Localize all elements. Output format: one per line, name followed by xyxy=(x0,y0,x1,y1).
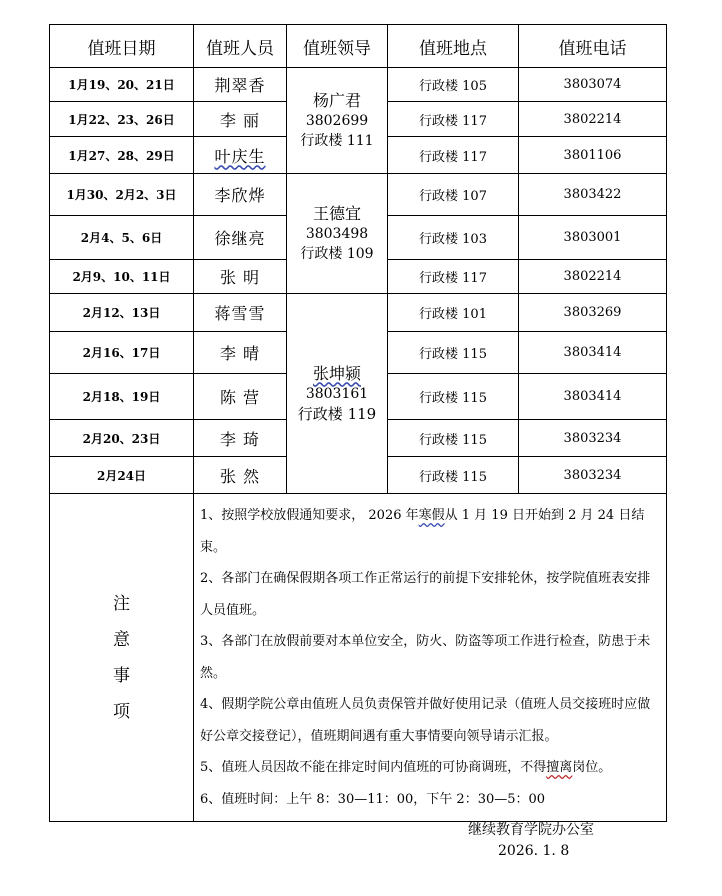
leader-cell xyxy=(287,174,388,294)
header-person: 值班人员 xyxy=(194,25,287,68)
header-phone: 值班电话 xyxy=(519,25,667,68)
header-date: 值班日期 xyxy=(50,25,194,68)
notes-label-char: 项 xyxy=(113,701,130,722)
note-text: 1、按照学校放假通知要求， 2026 年 xyxy=(200,508,419,523)
duty-person: 荆翠香 xyxy=(194,68,287,102)
footer-date: 2026. 1. 8 xyxy=(498,843,570,859)
duty-date: 1月22、23、26日 xyxy=(50,102,194,137)
duty-person: 蒋雪雪 xyxy=(194,294,287,332)
duty-schedule-table xyxy=(49,24,667,822)
duty-person: 李 晴 xyxy=(194,332,287,374)
duty-date: 1月30、2月2、3日 xyxy=(50,174,194,216)
leader-cell xyxy=(287,68,388,174)
notes-row xyxy=(50,494,667,822)
note-text: 寒假 xyxy=(418,508,445,523)
duty-person: 徐继亮 xyxy=(194,216,287,260)
duty-date: 2月4、5、6日 xyxy=(50,216,194,260)
duty-location: 行政楼 103 xyxy=(388,216,519,260)
note-text: 岗位。 xyxy=(572,760,612,775)
note-item: 6、值班时间：上午 8：30—11：00，下午 2：30—5：00 xyxy=(200,791,546,807)
leader-phone: 3803498 xyxy=(305,225,369,242)
note-item: 4、假期学院公章由值班人员负责保管并做好使用记录（值班人员交接班时应做好公章交接登记），值班期间遇有重大事情要向领导请示汇报。 xyxy=(200,697,651,744)
table-row xyxy=(50,68,667,102)
duty-phone: 3803422 xyxy=(519,174,667,216)
leader-name: 张坤颍 xyxy=(312,363,361,383)
duty-location: 行政楼 115 xyxy=(388,332,519,374)
leader-office: 行政楼 109 xyxy=(300,245,374,262)
duty-phone: 3803234 xyxy=(519,457,667,494)
duty-phone: 3803414 xyxy=(519,374,667,420)
note-item xyxy=(200,752,660,784)
notes-body xyxy=(194,494,667,822)
note-text: 从 1 月 19 日开始到 2 月 24 日结束。 xyxy=(200,508,645,555)
duty-location: 行政楼 117 xyxy=(388,137,519,174)
notes-label-char: 意 xyxy=(113,629,130,650)
table-row xyxy=(50,174,667,216)
duty-person: 陈 营 xyxy=(194,374,287,420)
header-location: 值班地点 xyxy=(388,25,519,68)
header-leader: 值班领导 xyxy=(287,25,388,68)
note-text: 5、值班人员因故不能在排定时间内值班的可协商调班，不得 xyxy=(200,760,547,775)
notes-label xyxy=(50,494,194,822)
duty-date: 1月27、28、29日 xyxy=(50,137,194,174)
duty-phone: 3802214 xyxy=(519,260,667,294)
duty-person: 张 明 xyxy=(194,260,287,294)
duty-person: 李 丽 xyxy=(194,102,287,137)
duty-location: 行政楼 115 xyxy=(388,374,519,420)
duty-person: 李 琦 xyxy=(194,420,287,457)
duty-phone: 3803414 xyxy=(519,332,667,374)
note-text: 擅离 xyxy=(546,760,573,775)
duty-date: 2月9、10、11日 xyxy=(50,260,194,294)
note-item: 3、各部门在放假前要对本单位安全，防火、防盗等项工作进行检查，防患于未然。 xyxy=(200,634,651,681)
duty-location: 行政楼 117 xyxy=(388,260,519,294)
leader-name: 王德宜 xyxy=(312,203,361,223)
duty-date: 2月18、19日 xyxy=(50,374,194,420)
duty-person: 叶庆生 xyxy=(194,137,287,174)
notes-label-char: 注 xyxy=(113,593,130,614)
duty-phone: 3803074 xyxy=(519,68,667,102)
notes-label-char: 事 xyxy=(113,665,130,686)
duty-phone: 3801106 xyxy=(519,137,667,174)
leader-name: 杨广君 xyxy=(312,90,361,110)
footer-signature xyxy=(468,820,594,862)
duty-person: 李欣烨 xyxy=(194,174,287,216)
leader-phone: 3802699 xyxy=(305,112,369,129)
duty-location: 行政楼 115 xyxy=(388,420,519,457)
leader-cell xyxy=(287,294,388,494)
duty-date: 1月19、20、21日 xyxy=(50,68,194,102)
duty-location: 行政楼 101 xyxy=(388,294,519,332)
duty-phone: 3803001 xyxy=(519,216,667,260)
duty-date: 2月16、17日 xyxy=(50,332,194,374)
footer-org: 继续教育学院办公室 xyxy=(468,822,594,838)
duty-location: 行政楼 107 xyxy=(388,174,519,216)
duty-location: 行政楼 115 xyxy=(388,457,519,494)
duty-location: 行政楼 105 xyxy=(388,68,519,102)
duty-date: 2月12、13日 xyxy=(50,294,194,332)
note-item: 2、各部门在确保假期各项工作正常运行的前提下安排轮休，按学院值班表安排人员值班。 xyxy=(200,571,651,618)
duty-date: 2月24日 xyxy=(50,457,194,494)
leader-office: 行政楼 111 xyxy=(300,132,374,149)
leader-phone: 3803161 xyxy=(305,385,369,402)
duty-person: 张 然 xyxy=(194,457,287,494)
duty-phone: 3803234 xyxy=(519,420,667,457)
note-item xyxy=(200,500,660,563)
duty-date: 2月20、23日 xyxy=(50,420,194,457)
duty-location: 行政楼 117 xyxy=(388,102,519,137)
header-row xyxy=(50,25,667,68)
duty-phone: 3803269 xyxy=(519,294,667,332)
table-row xyxy=(50,294,667,332)
leader-office: 行政楼 119 xyxy=(297,404,377,423)
duty-phone: 3802214 xyxy=(519,102,667,137)
